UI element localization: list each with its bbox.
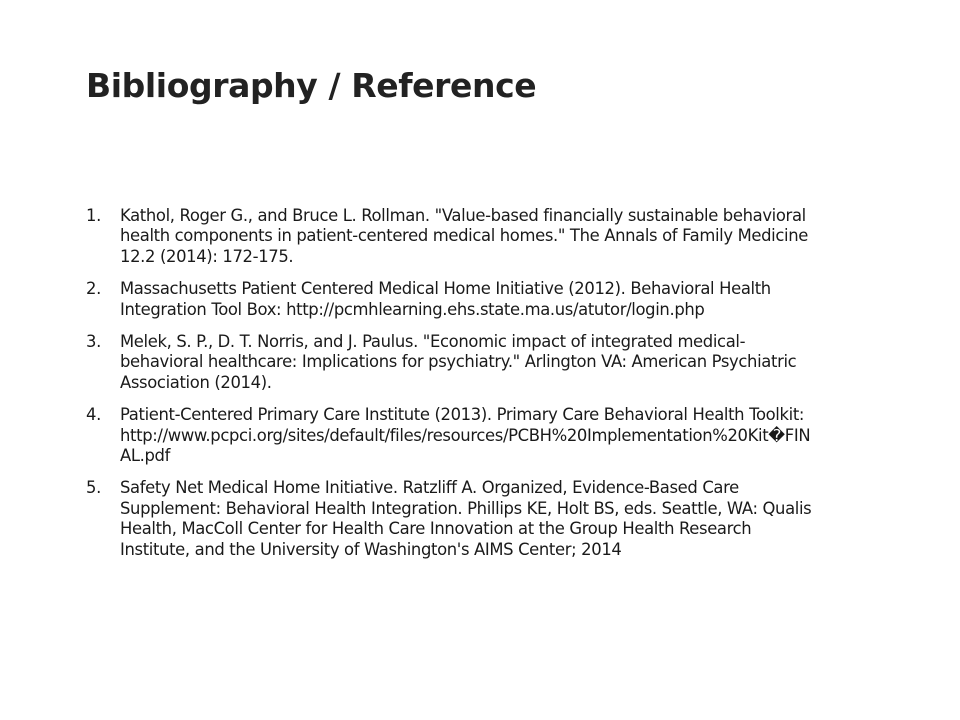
reference-item — [86, 332, 816, 393]
reference-number: 5. — [86, 478, 101, 498]
slide-title: Bibliography / Reference — [86, 66, 537, 105]
reference-text: Kathol, Roger G., and Bruce L. Rollman. "Value-based financially sustainable behavioral health components in patient-centered medical homes." The Annals of Family Medicine 12.2 (2014): 172-175. — [120, 206, 808, 266]
reference-number: 2. — [86, 279, 101, 299]
reference-number: 4. — [86, 405, 101, 425]
reference-list — [86, 206, 816, 572]
reference-text: Patient-Centered Primary Care Institute (2013). Primary Care Behavioral Health Toolkit: http://www.pcpci.org/sites/default/files/resources/PCBH%20Implementation%20Kit�FINAL.pdf — [120, 405, 811, 466]
reference-number: 3. — [86, 332, 101, 352]
reference-item — [86, 279, 816, 320]
reference-item — [86, 478, 816, 560]
reference-text: Massachusetts Patient Centered Medical Home Initiative (2012). Behavioral Health Integration Tool Box: http://pcmhlearning.ehs.state.ma.us/atutor/login.php — [120, 279, 771, 319]
reference-item — [86, 405, 816, 466]
reference-text: Melek, S. P., D. T. Norris, and J. Paulus. "Economic impact of integrated medical-behavioral healthcare: Implications for psychiatry." Arlington VA: American Psychiatric Association (2014). — [120, 332, 797, 392]
reference-item — [86, 206, 816, 267]
reference-number: 1. — [86, 206, 101, 225]
reference-text: Safety Net Medical Home Initiative. Ratzliff A. Organized, Evidence-Based Care Supplement: Behavioral Health Integration. Phillips KE, Holt BS, eds. Seattle, WA: Qualis Health, MacColl Center for Health Care Innovation at the Group Health Research Institute, and the University of Washington's AIMS Center; 2014 — [120, 478, 812, 559]
